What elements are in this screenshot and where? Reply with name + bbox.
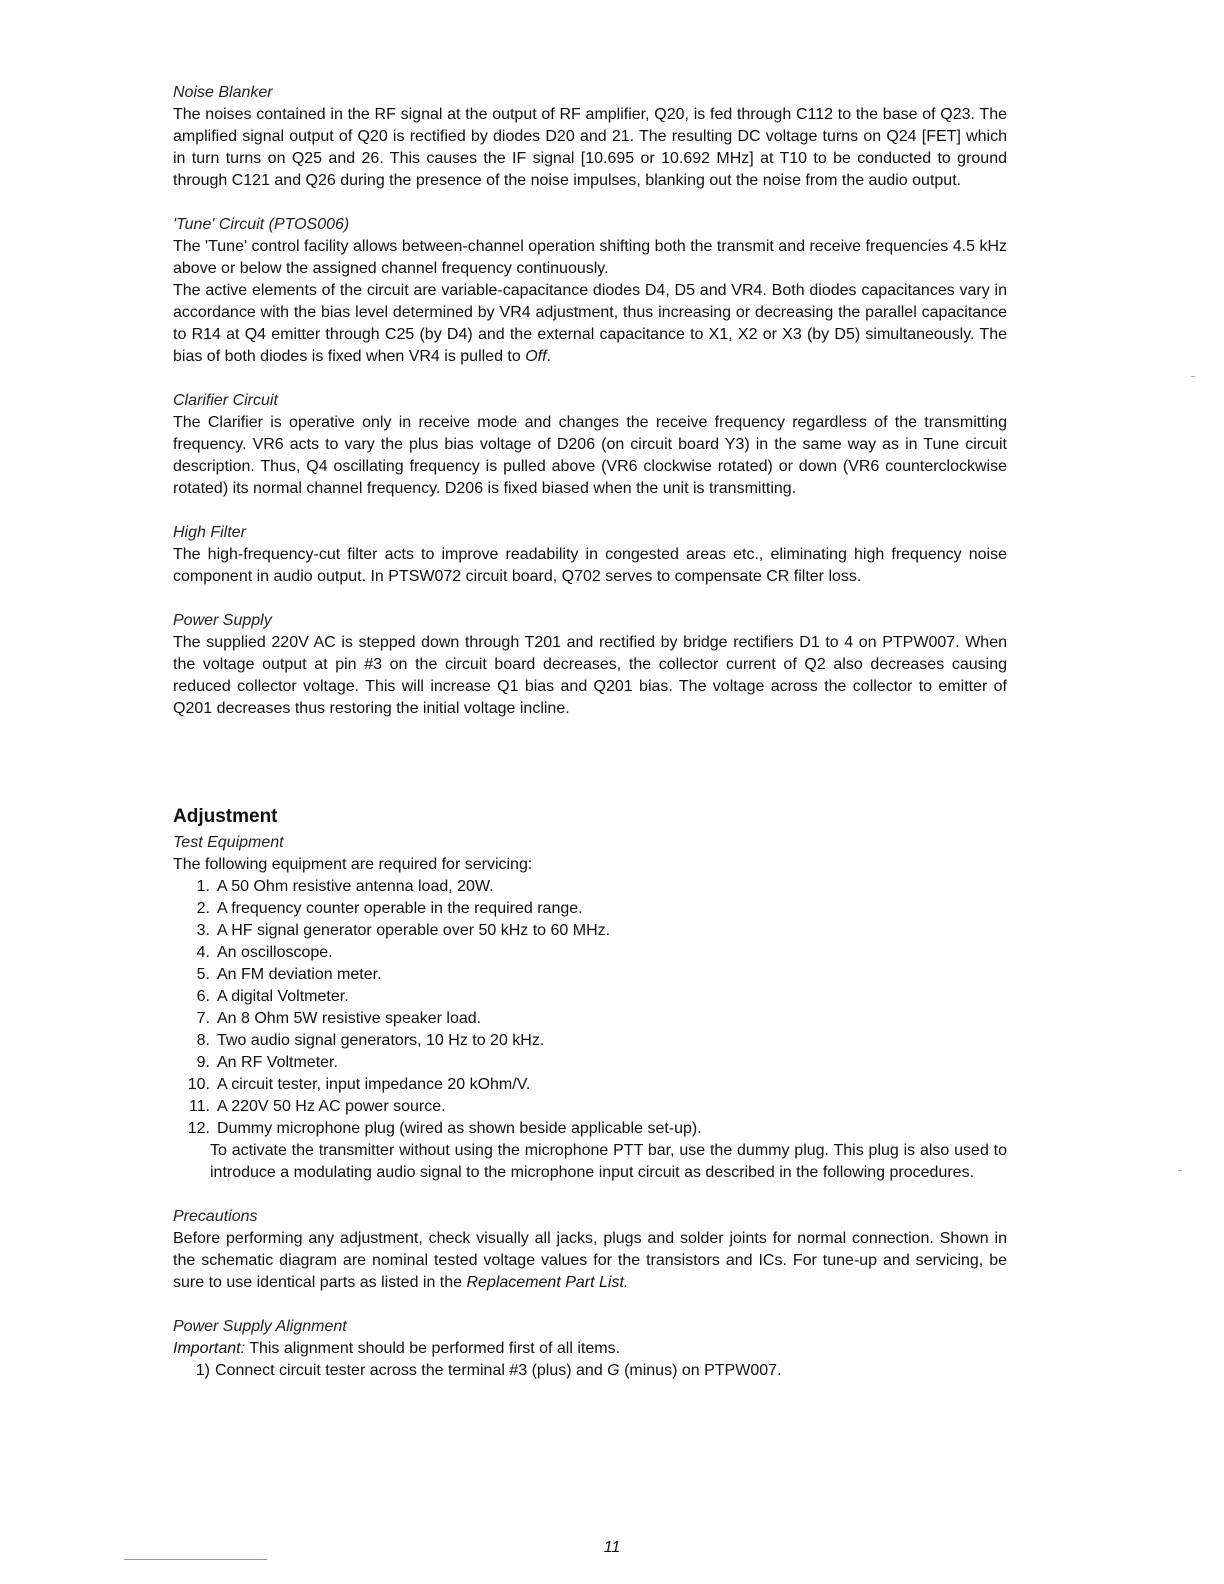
item-text: A 220V 50 Hz AC power source. (217, 1098, 446, 1115)
important-text: This alignment should be performed first of all items. (245, 1340, 621, 1357)
equipment-item (173, 1118, 1007, 1140)
part-list-reference: Replacement Part List. (466, 1274, 629, 1291)
equipment-item (173, 876, 1007, 898)
section-body: The noises contained in the RF signal at the output of RF amplifier, Q20, is fed through C112 to the base of Q23. The amplified signal output of Q20 is rectified by diodes D20 and 21. The resulting DC voltage turns on Q24 [FET] which in turn turns on Q25 and 26. This causes the IF signal [10.695 or 10.692 MHz] at T10 to be conducted to ground through C121 and Q26 during the presence of the noise impulses, blanking out the noise from the audio output. (173, 106, 1007, 189)
item-number: 10. (187, 1076, 210, 1093)
item-text: A frequency counter operable in the required range. (217, 900, 583, 917)
item-number: 12. (187, 1120, 210, 1137)
scan-artifact-line (124, 1559, 267, 1560)
section-heading: Noise Blanker (173, 84, 273, 101)
important-label: Important: (173, 1340, 246, 1357)
item-text: An RF Voltmeter. (217, 1054, 338, 1071)
item-number: 5. (196, 966, 210, 983)
item-text: A 50 Ohm resistive antenna load, 20W. (217, 878, 494, 895)
item-number: 3. (196, 922, 210, 939)
item-number: 4. (196, 944, 210, 961)
equipment-item (173, 898, 1007, 920)
item-text: A HF signal generator operable over 50 kHz to 60 MHz. (217, 922, 611, 939)
section-clarifier-circuit (173, 390, 1007, 500)
section-intro: The following equipment are required for servicing: (173, 856, 533, 873)
section-heading: Precautions (173, 1208, 258, 1225)
equipment-item (173, 986, 1007, 1008)
body-end: . (546, 348, 552, 365)
item-text: An oscilloscope. (217, 944, 333, 961)
section-body: The Clarifier is operative only in receive mode and changes the receive frequency regardless of the transmitting frequency. VR6 acts to vary the plus bias voltage of D206 (on circuit board Y3) in the same way as in Tune circuit description. Thus, Q4 oscillating frequency is pulled above (VR6 clockwise rotated) or down (VR6 counterclockwise rotated) its normal channel frequency. D206 is fixed biased when the unit is transmitting. (173, 414, 1007, 497)
item-text: A circuit tester, input impedance 20 kOhm/V. (217, 1076, 531, 1093)
step-number: 1) (195, 1362, 210, 1379)
page-number: 11 (603, 1539, 621, 1556)
section-body: The high-frequency-cut filter acts to improve readability in congested areas etc., eliminating high frequency noise component in audio output. In PTSW072 circuit board, Q702 serves to compensate CR filter loss. (173, 546, 1007, 585)
section-heading: Power Supply Alignment (173, 1318, 347, 1335)
equipment-item (173, 1052, 1007, 1074)
section-heading: Test Equipment (173, 834, 284, 851)
section-heading: Power Supply (173, 612, 272, 629)
section-power-supply-alignment (173, 1316, 1007, 1382)
section-tune-circuit (173, 214, 1007, 368)
section-body (173, 1228, 1007, 1294)
body-text: The active elements of the circuit are variable-capacitance diodes D4, D5 and VR4. Both diodes capacitances vary in accordance with the bias level determined by VR4 adjustment, thus increasing or decreasing the parallel capacitance to R14 at Q4 emitter through C25 (by D4) and the external capacitance to X1, X2 or X3 (by D5) simultaneously. The bias of both diodes is fixed when VR4 is pulled to (173, 282, 1007, 365)
item-number: 8. (196, 1032, 210, 1049)
item-text: Dummy microphone plug (wired as shown beside applicable set-up). (217, 1120, 702, 1137)
item-number: 9. (196, 1054, 210, 1071)
section-test-equipment (173, 832, 1007, 1184)
scan-speck (1191, 376, 1195, 377)
section-noise-blanker (173, 82, 1007, 192)
dummy-plug-note: To activate the transmitter without using the microphone PTT bar, use the dummy plug. This plug is also used to introduce a modulating audio signal to the microphone input circuit as described in the following procedures. (210, 1142, 1007, 1181)
body-text: Before performing any adjustment, check visually all jacks, plugs and solder joints for normal connection. Shown in the schematic diagram are nominal tested voltage values for the transistors and ICs. For tune-up and servicing, be sure to use identical parts as listed in the (173, 1230, 1007, 1291)
item-number: 11. (188, 1098, 210, 1115)
item-text: Two audio signal generators, 10 Hz to 20 kHz. (217, 1032, 545, 1049)
section-heading: Clarifier Circuit (173, 392, 278, 409)
equipment-item (173, 920, 1007, 942)
adjustment-title: Adjustment (173, 806, 278, 827)
step-text-a: Connect circuit tester across the terminal #3 (plus) and (215, 1362, 608, 1379)
equipment-item (173, 1096, 1007, 1118)
section-body: The supplied 220V AC is stepped down through T201 and rectified by bridge rectifiers D1 to 4 on PTPW007. When the voltage output at pin #3 on the circuit board decreases, the collector current of Q2 also decreases causing reduced collector voltage. This will increase Q1 bias and Q201 bias. The voltage across the collector to emitter of Q201 decreases thus restoring the initial voltage incline. (173, 634, 1007, 717)
equipment-item (173, 1008, 1007, 1030)
section-high-filter (173, 522, 1007, 588)
alignment-step (173, 1360, 1007, 1382)
equipment-list (173, 876, 1007, 1140)
document-page (173, 82, 1007, 1404)
item-number: 2. (196, 900, 210, 917)
section-body: The 'Tune' control facility allows between-channel operation shifting both the transmit and receive frequencies 4.5 kHz above or below the assigned channel frequency continuously. (173, 238, 1007, 277)
equipment-item (173, 1030, 1007, 1052)
section-heading: 'Tune' Circuit (PTOS006) (173, 216, 350, 233)
item-number: 1. (196, 878, 210, 895)
scan-speck (1178, 1170, 1182, 1171)
step-text (210, 1360, 781, 1382)
section-precautions (173, 1206, 1007, 1294)
section-body-2 (173, 280, 1007, 368)
off-label: Off (525, 348, 547, 365)
item-text: An 8 Ohm 5W resistive speaker load. (217, 1010, 482, 1027)
item-text: An FM deviation meter. (217, 966, 382, 983)
item-number: 7. (196, 1010, 210, 1027)
important-note (173, 1338, 1007, 1360)
equipment-item (173, 964, 1007, 986)
item-number: 6. (196, 988, 210, 1005)
ground-terminal: G (607, 1362, 620, 1379)
step-text-b: (minus) on PTPW007. (619, 1362, 782, 1379)
equipment-item (173, 1074, 1007, 1096)
equipment-item (173, 942, 1007, 964)
section-heading: High Filter (173, 524, 246, 541)
item-text: A digital Voltmeter. (217, 988, 349, 1005)
section-power-supply (173, 610, 1007, 720)
